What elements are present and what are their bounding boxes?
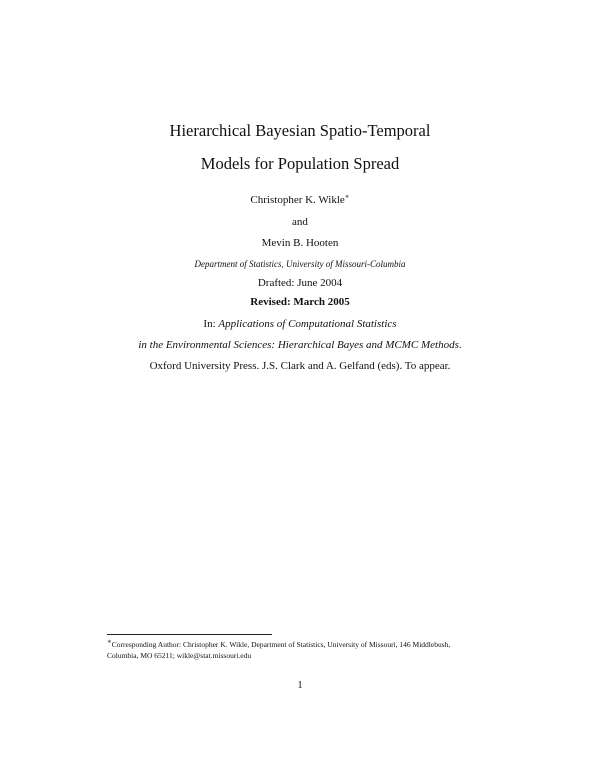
revised-date: Revised: March 2005 <box>250 296 350 308</box>
page-number: 1 <box>297 680 303 691</box>
affiliation: Department of Statistics, University of Missouri-Columbia <box>194 259 406 269</box>
paper-title-line-2: Models for Population Spread <box>200 154 400 173</box>
author-1-footnote-mark: ∗ <box>344 192 350 201</box>
publisher-line: Oxford University Press. J.S. Clark and A. Gelfand (eds). To appear. <box>149 360 451 372</box>
book-title-period: . <box>458 339 462 351</box>
publication-line-2 <box>0 339 600 351</box>
footnote-line-2: Columbia, MO 65211; wikle@stat.missouri.edu <box>107 651 252 660</box>
footnote <box>107 639 527 661</box>
publication-line-1 <box>0 318 600 330</box>
book-title-line-2: in the Environmental Sciences: Hierarchical Bayes and MCMC Methods <box>138 339 459 351</box>
book-title-line-1: Applications of Computational Statistics <box>218 318 397 330</box>
drafted-date: Drafted: June 2004 <box>257 277 343 289</box>
author-conjunction: and <box>292 216 308 228</box>
footnote-mark: ∗ <box>107 637 112 646</box>
footnote-rule <box>107 634 272 635</box>
paper-title-line-1: Hierarchical Bayesian Spatio-Temporal <box>169 121 431 140</box>
publication-in-label: In: <box>203 318 219 330</box>
author-1 <box>0 194 600 206</box>
author-2: Mevin B. Hooten <box>261 237 339 249</box>
footnote-line-1 <box>107 639 527 650</box>
author-1-name: Christopher K. Wikle <box>250 194 345 206</box>
footnote-text-1: Corresponding Author: Christopher K. Wikle, Department of Statistics, University of Missouri, 146 Middlebush, <box>111 640 451 649</box>
